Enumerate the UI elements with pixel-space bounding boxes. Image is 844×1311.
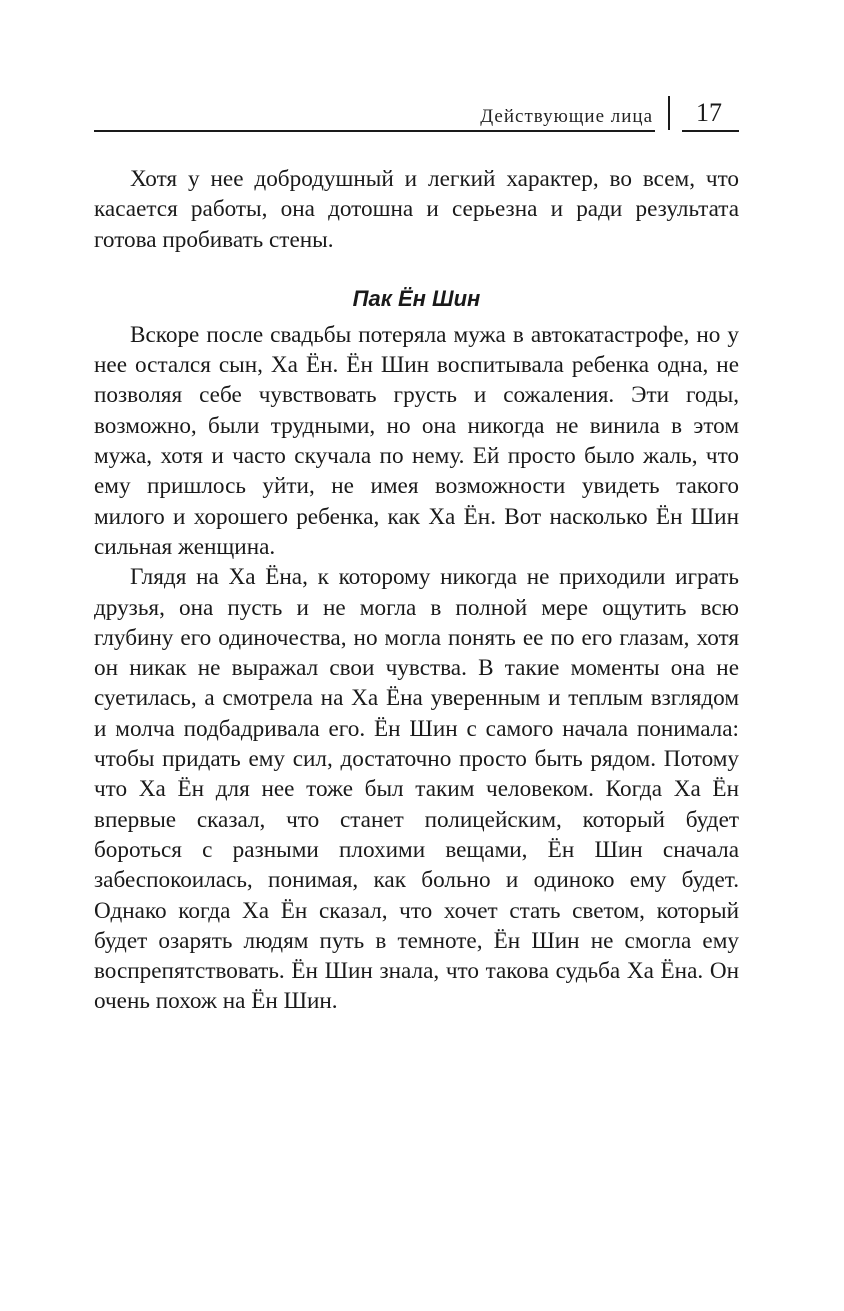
page-body	[94, 164, 739, 1017]
section-heading: Пак Ён Шин	[352, 285, 481, 311]
header-rule	[94, 130, 655, 132]
body-paragraph: Глядя на Ха Ёна, к которому никогда не приходили играть друзья, она пусть и не могла в полной мере ощутить всю глубину его одиночества, но могла понять ее по его глазам, хотя он никак не выражал свои чувства. В такие моменты она не суетилась, а смотрела на Ха Ёна уверенным и теплым взглядом и молча подбадривала его. Ён Шин с самого начала понимала: чтобы придать ему сил, достаточно просто быть рядом. Потому что Ха Ён для нее тоже был таким человеком. Когда Ха Ён впервые сказал, что станет полицейским, который будет бороться с разными плохими вещами, Ён Шин сначала забеспокоилась, понимая, как больно и одиноко ему будет. Однако когда Ха Ён сказал, что хочет стать светом, который будет озарять людям путь в темноте, Ён Шин не смогла ему воспрепятствовать. Ён Шин знала, что такова судьба Ха Ёна. Он очень похож на Ён Шин.	[94, 564, 739, 1015]
page-number: 17	[696, 98, 722, 127]
intro-paragraph: Хотя у нее добродушный и легкий характер, во всем, что касается работы, она дотошна и серьезна и ради результата готова пробивать стены.	[94, 166, 739, 253]
running-head	[94, 96, 739, 136]
body-paragraph: Вскоре после свадьбы потеряла мужа в автокатастрофе, но у нее остался сын, Ха Ён. Ён Шин воспитывала ребенка одна, не позволяя себе чувствовать грусть и сожаления. Эти годы, возможно, были трудными, но она никогда не винила в этом мужа, хотя и часто скучала по нему. Ей просто было жаль, что ему пришлось уйти, не имея возможности увидеть такого милого и хорошего ребенка, как Ха Ён. Вот насколько Ён Шин сильная женщина.	[94, 321, 739, 560]
header-divider	[668, 96, 670, 130]
running-head-title: Действующие лица	[480, 106, 653, 127]
page-number-rule	[682, 130, 739, 132]
